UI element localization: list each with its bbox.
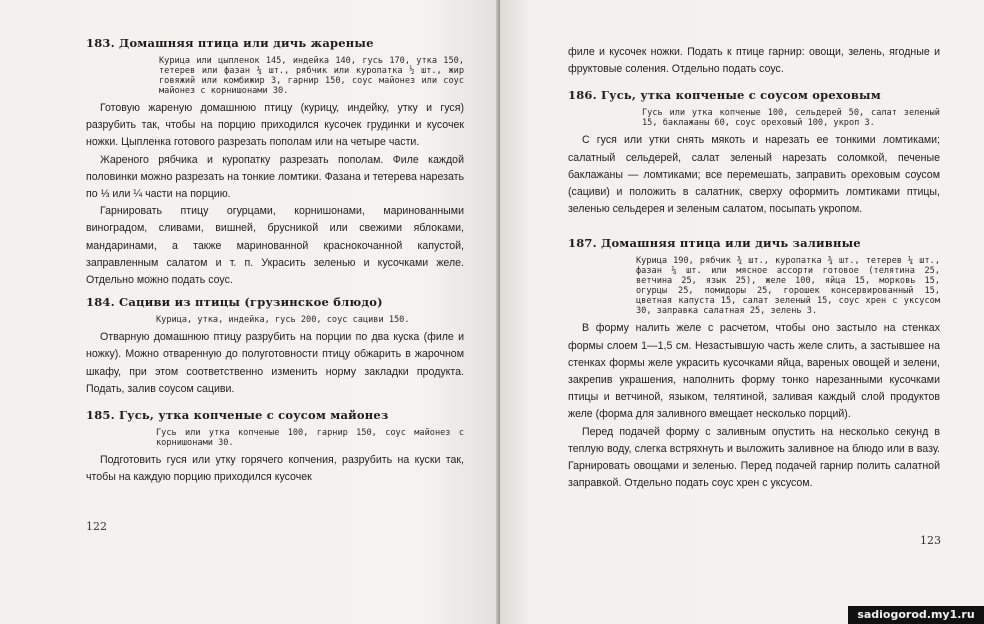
recipe-187-ingredients: Курица 190, рябчик ¾ шт., куропатка ¾ шт., тетерев ¼ шт., фазан ¼ шт. или мясное ассорти готовое (телятина 25, ветчина 25, язык 25), желе 100, яйца 15, морковь 15, огурцы 25, помидоры 25, горошек консервированный 15, цветная капуста 15, салат зеленый 15, соус хрен с уксусом 30, заправка салатная 25, зелень 3. [636, 256, 940, 317]
right-page-column [568, 44, 940, 492]
recipe-184-ingredients: Курица, утка, индейка, гусь 200, соус сациви 150. [156, 315, 410, 326]
recipe-185-paragraph-1: Подготовить гуся или утку горячего копчения, разрубить на куски так, чтобы на каждую порцию приходился кусочек [86, 454, 464, 484]
page-number-left: 122 [86, 520, 107, 533]
recipe-183-paragraph-1: Готовую жареную домашнюю птицу (курицу, индейку, утку и гуся) разрубить так, чтобы на порцию приходился кусочек грудинки и кусочек ножки. Цыпленка готового разрезать пополам или на четыре части. [86, 102, 464, 149]
recipe-187-heading: 187. Домашняя птица или дичь заливные [568, 236, 861, 251]
site-watermark: sadiogorod.my1.ru [848, 606, 984, 624]
recipe-185-ingredients: Гусь или утка копченые 100, гарнир 150, соус майонез с корнишонами 30. [156, 428, 464, 449]
recipe-185-heading: 185. Гусь, утка копченые с соусом майонез [86, 408, 389, 423]
recipe-183-heading: 183. Домашняя птица или дичь жареные [86, 36, 374, 50]
recipe-183-paragraph-2: Жареного рябчика и куропатку разрезать пополам. Филе каждой половинки можно разрезать на тонкие ломтики. Фазана и тетерева нарезать по ⅓ или ¼ части на порцию. [86, 153, 464, 201]
recipe-187-paragraph-1: В форму налить желе с расчетом, чтобы оно застыло на стенках формы слоем 1—1,5 см. Незастывшую часть желе слить, а застывшее на стенках формы желе украсить кусочками яйца, вареных овощей и зелени, закрепив украшения, наполнить форму тонко нарезанными кусочками птицы и ветчиной, языком, телятиной, заливая каждый слой продуктов желе (форма для заливного вмещает несколько порций). [568, 322, 940, 421]
recipe-184-heading: 184. Сациви из птицы (грузинское блюдо) [86, 295, 383, 310]
recipe-186-paragraph-1: С гуся или утки снять мякоть и нарезать ее тонкими ломтиками; салатный сельдерей, салат зеленый нарезать соломкой, печеные баклажаны — ломтиками; все перемешать, заправить ореховым соусом (сациви) и положить в салатник, сверху оформить ломтиками птицы, зеленью сельдерея и зеленым салатом, посыпать укропом. [568, 134, 940, 216]
recipe-186-heading: 186. Гусь, утка копченые с соусом ореховым [568, 88, 881, 103]
recipe-187-paragraph-2: Перед подачей форму с заливным опустить на несколько секунд в теплую воду, слегка встряхнуть и выложить заливное на блюдо или в вазу. Гарнировать овощами и зеленью. Перед подачей гарнир полить салатной заправкой. Отдельно подать соус хрен с уксусом. [568, 425, 940, 490]
page-number-right: 123 [920, 534, 941, 547]
recipe-185-continuation: филе и кусочек ножки. Подать к птице гарнир: овощи, зелень, ягодные и фруктовые соления. Отдельно подать соус. [568, 46, 940, 76]
recipe-186-ingredients: Гусь или утка копченые 100, сельдерей 50, салат зеленый 15, баклажаны 60, соус ореховый 100, укроп 3. [642, 108, 940, 129]
left-page-column [86, 36, 464, 486]
recipe-184-paragraph-1: Отварную домашнюю птицу разрубить на порции по два куска (филе и ножку). Можно отваренную до полуготовности птицу обжарить в жарочном шкафу, при этом соответственно изменить норму закладки продукта. Подать, залив соусом сациви. [86, 331, 464, 395]
recipe-183-paragraph-3: Гарнировать птицу огурцами, корнишонами, маринованными виноградом, сливами, вишней, брусникой или свежими яблоками, мандаринами, а также маринованной краснокочанной капустой, заправленным салатом и т. п. Украсить зеленью и кусочками желе. Отдельно можно подать соус. [86, 205, 464, 287]
recipe-183-ingredients: Курица или цыпленок 145, индейка 140, гусь 170, утка 150, тетерев или фазан ¼ шт., рябчик или куропатка ½ шт., жир говяжий или комбижир 3, гарнир 150, соус майонез или соус майонез с корнишонами 30. [159, 56, 464, 96]
